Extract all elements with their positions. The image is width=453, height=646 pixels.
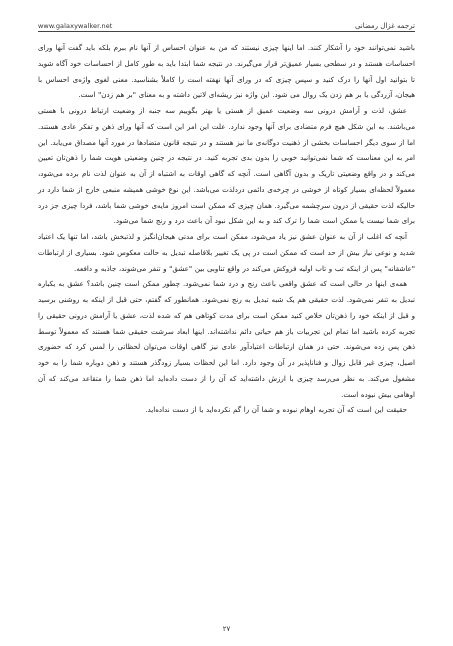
paragraph-1: باشید نمی‌توانند خود را آشکار کنند. اما اینها چیزی نیستند که من به عنوان احساس از آنها نام ببرم بلکه باید گفت آنها ورای احساسات هستند و در سطحی بسیار عمیق‌تر قرار می‌گیرند. در نتیجه شما ابتدا باید به طور کامل از احساسات خود آگاه شوید تا بتوانید اول آنها را درک کنید و سپس چیزی که در ورای آنها نهفته است را کاملاً بشناسید. معنی لغوی واژه‌ی احساس با هیجان، آزردگی یا بر هم زدن یک روال می شود. این واژه نیز ریشه‌ای لاتین داشته و به معنای "بر هم زدن" است. (38, 43, 415, 100)
website-url: www.galaxywalker.net (38, 22, 113, 30)
header-rule (38, 31, 415, 32)
page-number: ۲۷ (222, 625, 231, 633)
paragraph-4: همه‌ی اینها در حالی است که عشق واقعی باعث رنج و درد شما نمی‌شود. چطور ممکن است چنین باشد؟ عشق به یکباره تبدیل به تنفر نمی‌شود. لذت حقیقی هم یک شبه تبدیل به رنج نمی‌شود. همانطور که گفتم، حتی قبل از اینکه به روشنی برسید و قبل از اینکه خود را ذهن‌تان خلاص کنید ممکن است برای مدت کوتاهی هم که شده لذت، عشق یا آرامش درونی حقیقی را تجربه کرده باشید اما تمام این تجربیات باز هم حیاتی دائم نداشته‌اند. اینها ابعاد سرشت حقیقی شما هستند که معمولاً توسط ذهن پس زده می‌شوند. حتی در همان ارتباطات اعتیادآور عادی نیز گاهی اوقات می‌توان لحظاتی را لمس کرد که حضوری اصیل، چیزی غیر قابل زوال و فناناپذیر در آن وجود دارد. اما این لحظات بسیار زودگذر هستند و ذهن دوباره شما را به خود مشغول می‌کند. به نظر می‌رسد چیزی با ارزش داشته‌اید که آن را از دست داده‌اید اما ذهن شما را متقاعد می‌کند که آن اوهامی بیش نبوده است. (38, 279, 415, 399)
paragraph-3: آنچه که اغلب از آن به عنوان عشق نیز یاد می‌شود، ممکن است برای مدتی هیجان‌انگیز و لذتبخش باشد، اما تنها یک اعتیاد شدید و نوعی نیاز بیش از حد است که ممکن است در پی یک تغییر بلافاصله تبدیل به حالت معکوس شود. بسیاری از ارتباطات "عاشقانه" پس از اینکه تب و تاب اولیه فروکش می‌کند در واقع تناوبی بین "عشق" و تنفر می‌شوند، جاذبه و دافعه. (38, 232, 415, 273)
paragraph-2: عشق، لذت و آرامش درونی سه وضعیت عمیق از هستی یا بهتر بگوییم سه جنبه از وضعیت ارتباط درونی با هستی می‌باشند. به این شکل هیچ فرم متضادی برای آنها وجود ندارد. علت این امر این است که آنها ورای ذهن و تفکر عادی هستند. اما از سوی دیگر احساسات بخشی از ذهنیت دوگانه‌ی ما نیز هستند و در نتیجه قانون متضادها در مورد آنها مصداق می‌یابد. این امر به این معناست که شما نمی‌توانید خوبی را بدون بدی تجربه کنید. در نتیجه در چنین وضعیتی هویت شما را ذهن‌تان تعیین می‌کند و در واقع وضعیتی تاریک و بدون آگاهی است. آنچه که گاهی اوقات به اشتباه از آن به عنوان لذت نام برده می‌شود، معمولاً لحظه‌ای بسیار کوتاه از خوشی در چرخه‌ی دائمی دردلذت می‌باشد. این نوع خوشی همیشه منبعی خارج از شما دارد در حالیکه لذت حقیقی از درون سرچشمه می‌گیرد. همان چیزی که ممکن است امروز مایه‌ی خوشی شما باشد، فردا چیزی جز درد برای شما نیست یا ممکن است شما را ترک کند و به این شکل نبود آن باعث درد و رنج شما می‌شود. (38, 106, 415, 226)
paragraph-5: حقیقت این است که آن تجربه اوهام نبوده و شما آن را گم نکرده‌اید یا از دست نداده‌اید. (145, 405, 407, 415)
page-header (38, 16, 415, 30)
translator-credit: ترجمه غزال رمضانی (354, 22, 415, 30)
body-text (38, 40, 415, 616)
